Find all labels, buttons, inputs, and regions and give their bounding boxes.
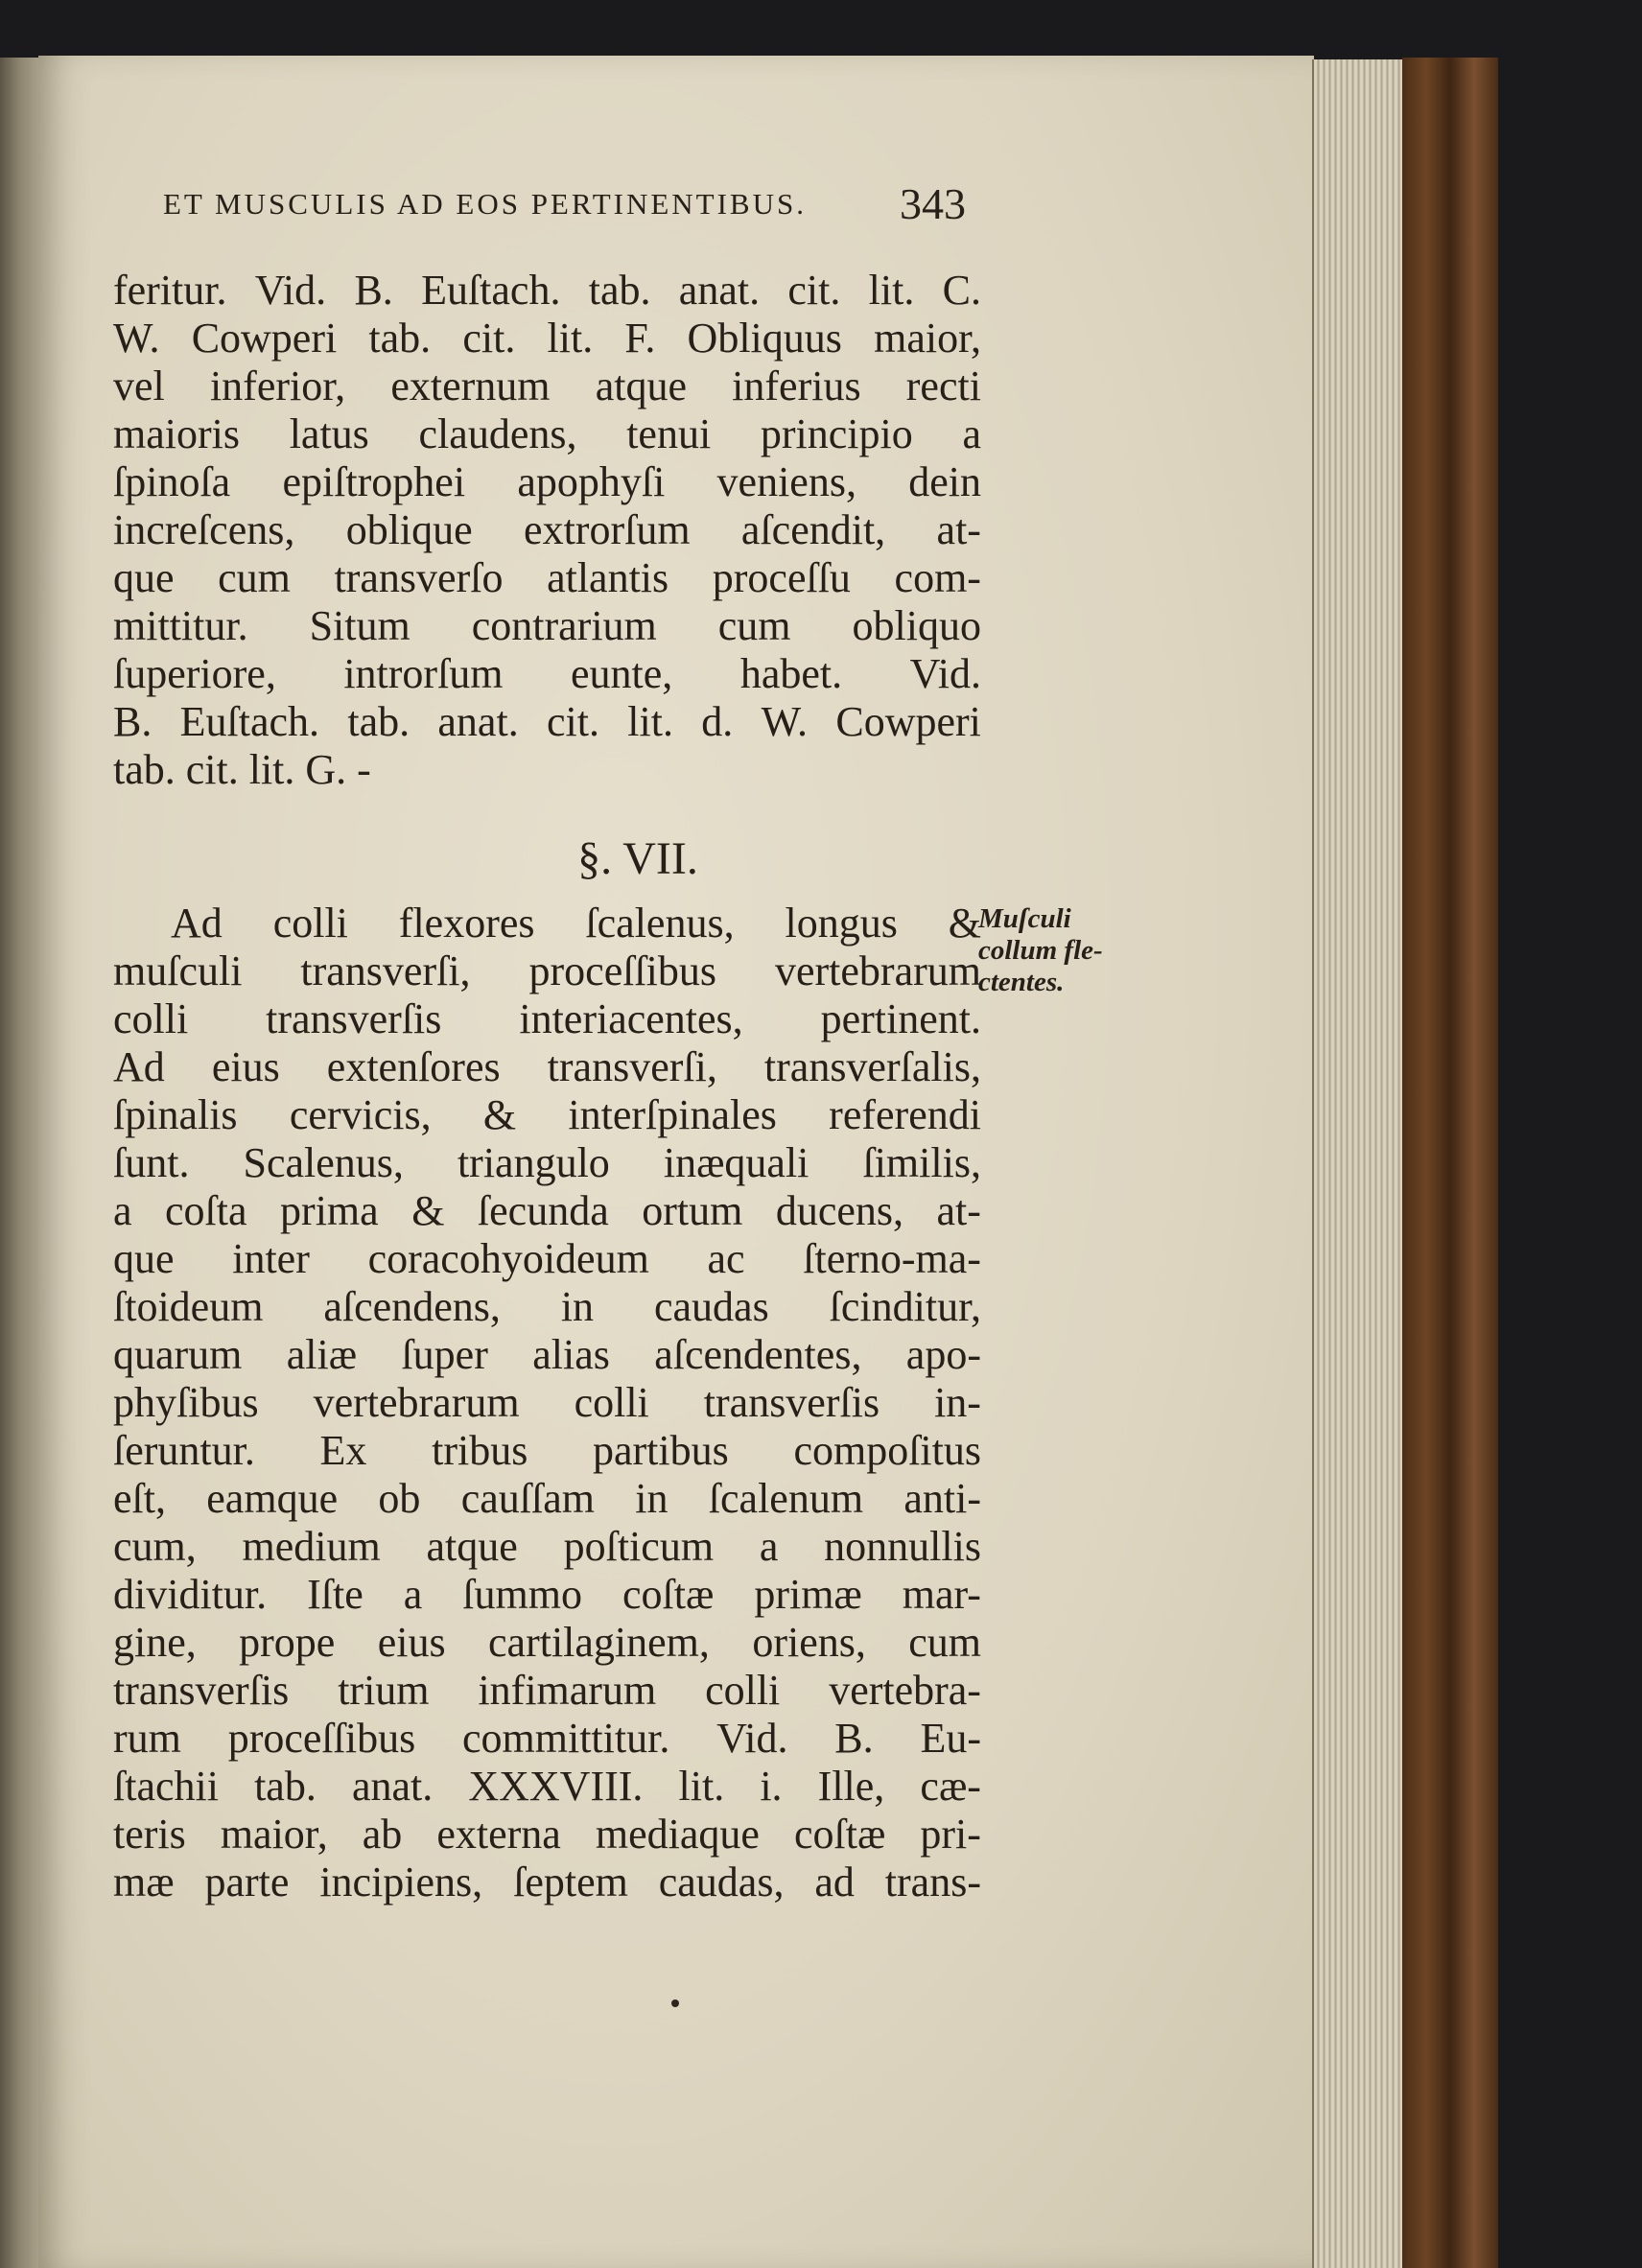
text-line: quarum aliæ ſuper alias aſcendentes, apo- bbox=[113, 1331, 981, 1378]
text-line: teris maior, ab externa mediaque coſtæ pri- bbox=[113, 1811, 981, 1858]
text-line: ſtoideum aſcendens, in caudas ſcinditur, bbox=[113, 1283, 981, 1330]
text-line: que inter coracohyoideum ac ſterno-ma- bbox=[113, 1235, 981, 1282]
text-line: cum, medium atque poſticum a nonnullis bbox=[113, 1523, 981, 1570]
text-line: vel inferior, externum atque inferius recti bbox=[113, 362, 981, 409]
text-line: maioris latus claudens, tenui principio a bbox=[113, 410, 981, 457]
text-line: Ad eius extenſores transverſi, transverſalis, bbox=[113, 1043, 981, 1090]
margin-note-line: collum fle- bbox=[978, 935, 1103, 966]
text-line: transverſis trium infimarum colli vertebra- bbox=[113, 1667, 981, 1714]
section-heading: §. VII. bbox=[577, 833, 698, 884]
page-edges bbox=[1312, 59, 1410, 2268]
text-line: muſculi transverſi, proceſſibus vertebrarum bbox=[113, 947, 981, 994]
text-line: dividitur. Iſte a ſummo coſtæ primæ mar- bbox=[113, 1571, 981, 1618]
text-line: gine, prope eius cartilaginem, oriens, cum bbox=[113, 1619, 981, 1666]
text-line: Ad colli flexores ſcalenus, longus & bbox=[171, 900, 981, 947]
margin-note-line: ctentes. bbox=[978, 967, 1065, 997]
text-line: ſunt. Scalenus, triangulo inæquali ſimilis, bbox=[113, 1139, 981, 1186]
paragraph-2 bbox=[113, 900, 981, 1906]
text-line: mæ parte incipiens, ſeptem caudas, ad trans- bbox=[113, 1859, 981, 1906]
page-number: 343 bbox=[900, 179, 966, 228]
text-line: ſpinoſa epiſtrophei apophyſi veniens, dein bbox=[113, 458, 981, 505]
text-line: increſcens, oblique extrorſum aſcendit, at- bbox=[113, 506, 981, 553]
text-line: ſeruntur. Ex tribus partibus compoſitus bbox=[113, 1427, 981, 1474]
text-line: B. Euſtach. tab. anat. cit. lit. d. W. Cowperi bbox=[113, 698, 981, 745]
text-line: ſtachii tab. anat. XXXVIII. lit. i. Ille, cæ- bbox=[113, 1763, 981, 1810]
running-title: ET MUSCULIS AD EOS PERTINENTIBUS. bbox=[163, 187, 807, 221]
text-line: a coſta prima & ſecunda ortum ducens, at- bbox=[113, 1187, 981, 1234]
text-line: rum proceſſibus committitur. Vid. B. Eu- bbox=[113, 1715, 981, 1762]
ink-spot bbox=[671, 1999, 679, 2007]
text-line: colli transverſis interiacentes, pertinent. bbox=[113, 995, 981, 1042]
text-line: ſuperiore, introrſum eunte, habet. Vid. bbox=[113, 650, 981, 697]
paragraph-1 bbox=[113, 267, 981, 794]
text-line: ſpinalis cervicis, & interſpinales referendi bbox=[113, 1091, 981, 1138]
text-line: mittitur. Situm contrarium cum obliquo bbox=[113, 602, 981, 649]
text-line: phyſibus vertebrarum colli transverſis in- bbox=[113, 1379, 981, 1426]
text-line: que cum transverſo atlantis proceſſu com- bbox=[113, 554, 981, 601]
margin-note-line: Muſculi bbox=[978, 903, 1071, 934]
text-line: eſt, eamque ob cauſſam in ſcalenum anti- bbox=[113, 1475, 981, 1522]
book-cover-edge bbox=[1402, 58, 1498, 2268]
text-line: tab. cit. lit. G. - bbox=[113, 746, 371, 793]
text-line: feritur. Vid. B. Euſtach. tab. anat. cit. lit. C. bbox=[113, 267, 981, 314]
text-line: W. Cowperi tab. cit. lit. F. Obliquus maior, bbox=[113, 315, 981, 362]
